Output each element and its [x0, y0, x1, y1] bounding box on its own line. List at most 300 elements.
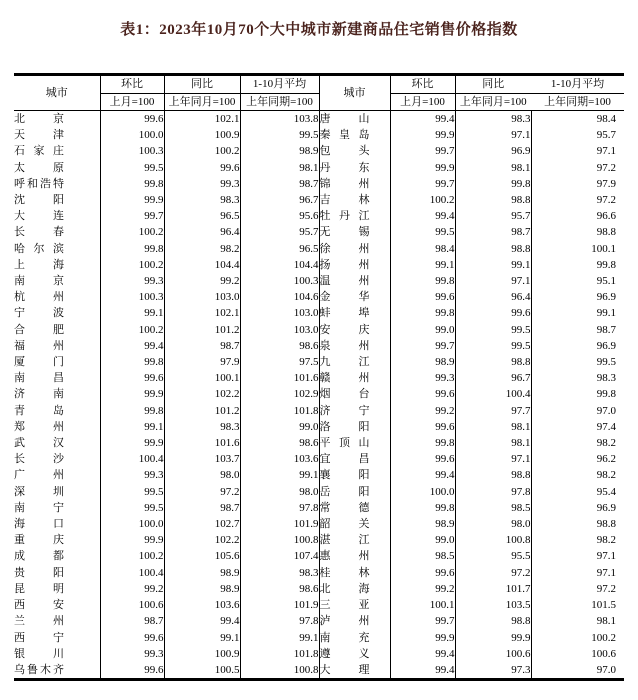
yoy-cell-left: 103.0 — [164, 289, 240, 305]
mom-cell-left: 99.4 — [100, 338, 164, 354]
mom-cell-right: 99.7 — [390, 338, 455, 354]
table-row — [14, 143, 624, 159]
yoy-cell-left: 100.2 — [164, 143, 240, 159]
mom-cell-right: 99.6 — [390, 419, 455, 435]
city-cell-right — [319, 289, 390, 305]
city-cell-right — [319, 224, 390, 240]
table-row — [14, 257, 624, 273]
avg-cell-left: 97.8 — [240, 500, 319, 516]
mom-cell-left: 100.0 — [100, 127, 164, 143]
mom-cell-left: 100.4 — [100, 565, 164, 581]
city-name: 成都 — [14, 550, 64, 563]
city-cell-left — [14, 305, 100, 321]
avg-cell-right: 96.9 — [531, 289, 624, 305]
yoy-cell-left: 97.9 — [164, 354, 240, 370]
table-header — [14, 75, 624, 111]
mom-cell-right: 99.7 — [390, 613, 455, 629]
header-mom-base-left: 上月=100 — [100, 93, 164, 111]
header-mom-right: 环比 — [390, 75, 455, 94]
yoy-cell-right: 98.1 — [455, 419, 531, 435]
mom-cell-right: 100.0 — [390, 484, 455, 500]
city-name: 沈阳 — [14, 194, 64, 207]
avg-cell-left: 100.8 — [240, 532, 319, 548]
yoy-cell-left: 102.1 — [164, 111, 240, 128]
city-cell-right — [319, 467, 390, 483]
city-name: 南京 — [14, 275, 64, 288]
avg-cell-right: 96.6 — [531, 208, 624, 224]
avg-cell-right: 97.2 — [531, 160, 624, 176]
yoy-cell-right: 99.5 — [455, 338, 531, 354]
mom-cell-right: 98.9 — [390, 516, 455, 532]
city-cell-right — [319, 646, 390, 662]
yoy-cell-left: 105.6 — [164, 548, 240, 564]
city-cell-left — [14, 176, 100, 192]
city-cell-left — [14, 257, 100, 273]
avg-cell-right: 99.5 — [531, 354, 624, 370]
avg-cell-left: 100.8 — [240, 662, 319, 680]
avg-cell-left: 103.0 — [240, 305, 319, 321]
city-cell-right — [319, 532, 390, 548]
yoy-cell-right: 98.7 — [455, 224, 531, 240]
mom-cell-left: 99.6 — [100, 630, 164, 646]
city-name: 西宁 — [14, 631, 64, 644]
yoy-cell-left: 103.7 — [164, 451, 240, 467]
city-name: 长春 — [14, 226, 64, 239]
table-row — [14, 127, 624, 143]
city-cell-right — [319, 613, 390, 629]
yoy-cell-right: 98.8 — [455, 467, 531, 483]
city-cell-right — [319, 500, 390, 516]
yoy-cell-left: 98.2 — [164, 241, 240, 257]
mom-cell-right: 99.8 — [390, 273, 455, 289]
yoy-cell-left: 96.5 — [164, 208, 240, 224]
mom-cell-left: 99.3 — [100, 273, 164, 289]
city-name: 吉林 — [319, 194, 370, 207]
avg-cell-right: 95.4 — [531, 484, 624, 500]
city-cell-left — [14, 192, 100, 208]
mom-cell-left: 100.2 — [100, 548, 164, 564]
city-name: 大理 — [319, 663, 370, 676]
yoy-cell-right: 98.0 — [455, 516, 531, 532]
avg-cell-right: 98.3 — [531, 370, 624, 386]
yoy-cell-left: 102.2 — [164, 386, 240, 402]
city-name: 郑州 — [14, 420, 64, 433]
city-cell-left — [14, 435, 100, 451]
city-name: 洛阳 — [319, 420, 370, 433]
city-cell-left — [14, 548, 100, 564]
avg-cell-left: 99.1 — [240, 630, 319, 646]
avg-cell-right: 100.6 — [531, 646, 624, 662]
mom-cell-left: 99.7 — [100, 208, 164, 224]
avg-cell-right: 97.1 — [531, 548, 624, 564]
city-name: 徐州 — [319, 242, 370, 255]
yoy-cell-right: 101.7 — [455, 581, 531, 597]
city-name: 济南 — [14, 388, 64, 401]
yoy-cell-left: 100.5 — [164, 662, 240, 680]
city-cell-left — [14, 370, 100, 386]
table-row — [14, 662, 624, 680]
mom-cell-left: 99.3 — [100, 646, 164, 662]
yoy-cell-left: 102.7 — [164, 516, 240, 532]
city-cell-left — [14, 662, 100, 680]
city-cell-left — [14, 581, 100, 597]
yoy-cell-left: 98.0 — [164, 467, 240, 483]
yoy-cell-left: 99.6 — [164, 160, 240, 176]
city-name: 安庆 — [319, 323, 370, 336]
city-cell-right — [319, 338, 390, 354]
city-name: 南昌 — [14, 372, 64, 385]
city-cell-left — [14, 500, 100, 516]
yoy-cell-right: 95.7 — [455, 208, 531, 224]
city-name: 福州 — [14, 339, 64, 352]
header-mom-base-right: 上月=100 — [390, 93, 455, 111]
table-row — [14, 322, 624, 338]
avg-cell-right: 98.7 — [531, 322, 624, 338]
table-row — [14, 630, 624, 646]
mom-cell-right: 99.2 — [390, 581, 455, 597]
city-name: 天津 — [14, 129, 64, 142]
avg-cell-left: 98.6 — [240, 435, 319, 451]
yoy-cell-right: 96.4 — [455, 289, 531, 305]
table-row — [14, 176, 624, 192]
yoy-cell-left: 99.2 — [164, 273, 240, 289]
header-mom-left: 环比 — [100, 75, 164, 94]
yoy-cell-left: 100.9 — [164, 127, 240, 143]
city-name: 泉州 — [319, 339, 370, 352]
table-row — [14, 597, 624, 613]
table-body — [14, 111, 624, 680]
yoy-cell-left: 98.7 — [164, 500, 240, 516]
table-row — [14, 451, 624, 467]
city-cell-left — [14, 597, 100, 613]
mom-cell-left: 100.3 — [100, 289, 164, 305]
city-cell-left — [14, 386, 100, 402]
city-name: 杭州 — [14, 291, 64, 304]
avg-cell-left: 98.7 — [240, 176, 319, 192]
city-name: 宁波 — [14, 307, 64, 320]
table-row — [14, 646, 624, 662]
city-cell-right — [319, 354, 390, 370]
table-row — [14, 241, 624, 257]
city-name: 牡丹江 — [319, 210, 370, 223]
avg-cell-left: 96.7 — [240, 192, 319, 208]
city-cell-left — [14, 160, 100, 176]
mom-cell-right: 99.0 — [390, 532, 455, 548]
mom-cell-left: 100.4 — [100, 451, 164, 467]
city-cell-right — [319, 111, 390, 128]
city-cell-right — [319, 386, 390, 402]
city-name: 湛江 — [319, 534, 370, 547]
yoy-cell-right: 99.5 — [455, 322, 531, 338]
mom-cell-left: 99.1 — [100, 419, 164, 435]
city-cell-left — [14, 127, 100, 143]
mom-cell-right: 99.1 — [390, 257, 455, 273]
yoy-cell-left: 99.1 — [164, 630, 240, 646]
city-cell-left — [14, 419, 100, 435]
yoy-cell-left: 100.9 — [164, 646, 240, 662]
yoy-cell-right: 99.6 — [455, 305, 531, 321]
city-name: 九江 — [319, 356, 370, 369]
yoy-cell-left: 98.9 — [164, 581, 240, 597]
avg-cell-left: 96.5 — [240, 241, 319, 257]
mom-cell-right: 99.7 — [390, 176, 455, 192]
city-name: 广州 — [14, 469, 64, 482]
mom-cell-left: 100.2 — [100, 322, 164, 338]
mom-cell-left: 99.2 — [100, 581, 164, 597]
table-row — [14, 305, 624, 321]
mom-cell-left: 100.0 — [100, 516, 164, 532]
city-name: 秦皇岛 — [319, 129, 370, 142]
city-name: 泸州 — [319, 615, 370, 628]
yoy-cell-right: 97.2 — [455, 565, 531, 581]
avg-cell-right: 100.1 — [531, 241, 624, 257]
city-name: 平顶山 — [319, 437, 370, 450]
avg-cell-right: 97.2 — [531, 192, 624, 208]
city-name: 烟台 — [319, 388, 370, 401]
yoy-cell-left: 96.4 — [164, 224, 240, 240]
avg-cell-left: 98.9 — [240, 143, 319, 159]
yoy-cell-left: 99.4 — [164, 613, 240, 629]
city-name: 大连 — [14, 210, 64, 223]
mom-cell-right: 100.1 — [390, 597, 455, 613]
avg-cell-right: 98.8 — [531, 516, 624, 532]
avg-cell-left: 99.1 — [240, 467, 319, 483]
avg-cell-left: 103.0 — [240, 322, 319, 338]
city-name: 南宁 — [14, 501, 64, 514]
avg-cell-right: 97.9 — [531, 176, 624, 192]
yoy-cell-right: 98.3 — [455, 111, 531, 128]
avg-cell-left: 98.6 — [240, 338, 319, 354]
table-row — [14, 338, 624, 354]
city-cell-left — [14, 273, 100, 289]
table-row — [14, 581, 624, 597]
mom-cell-right: 99.2 — [390, 403, 455, 419]
header-yoy-left: 同比 — [164, 75, 240, 94]
mom-cell-left: 99.3 — [100, 467, 164, 483]
yoy-cell-right: 98.1 — [455, 160, 531, 176]
yoy-cell-right: 97.1 — [455, 273, 531, 289]
mom-cell-right: 99.6 — [390, 386, 455, 402]
mom-cell-left: 98.7 — [100, 613, 164, 629]
mom-cell-right: 99.9 — [390, 160, 455, 176]
city-name: 襄阳 — [319, 469, 370, 482]
mom-cell-left: 99.9 — [100, 386, 164, 402]
table-row — [14, 613, 624, 629]
yoy-cell-left: 101.2 — [164, 322, 240, 338]
mom-cell-right: 99.3 — [390, 370, 455, 386]
city-name: 韶关 — [319, 518, 370, 531]
city-name: 海口 — [14, 518, 64, 531]
city-cell-right — [319, 435, 390, 451]
avg-cell-left: 104.4 — [240, 257, 319, 273]
yoy-cell-right: 97.8 — [455, 484, 531, 500]
avg-cell-left: 99.0 — [240, 419, 319, 435]
yoy-cell-left: 98.3 — [164, 419, 240, 435]
avg-cell-right: 95.7 — [531, 127, 624, 143]
yoy-cell-right: 99.9 — [455, 630, 531, 646]
mom-cell-right: 99.4 — [390, 208, 455, 224]
city-cell-left — [14, 338, 100, 354]
mom-cell-left: 100.2 — [100, 257, 164, 273]
mom-cell-right: 98.5 — [390, 548, 455, 564]
city-name: 济宁 — [319, 404, 370, 417]
header-avg-right: 1-10月平均 — [531, 75, 624, 94]
table-row — [14, 419, 624, 435]
city-name: 厦门 — [14, 356, 64, 369]
avg-cell-left: 101.8 — [240, 403, 319, 419]
city-name: 包头 — [319, 145, 370, 158]
yoy-cell-right: 97.7 — [455, 403, 531, 419]
avg-cell-right: 98.1 — [531, 613, 624, 629]
city-cell-left — [14, 289, 100, 305]
avg-cell-right: 95.1 — [531, 273, 624, 289]
city-name: 重庆 — [14, 534, 64, 547]
avg-cell-right: 99.8 — [531, 257, 624, 273]
city-cell-left — [14, 646, 100, 662]
mom-cell-right: 98.9 — [390, 354, 455, 370]
city-cell-right — [319, 241, 390, 257]
mom-cell-right: 99.9 — [390, 630, 455, 646]
yoy-cell-left: 99.3 — [164, 176, 240, 192]
city-cell-right — [319, 192, 390, 208]
city-cell-left — [14, 208, 100, 224]
mom-cell-left: 99.8 — [100, 354, 164, 370]
mom-cell-left: 99.6 — [100, 662, 164, 680]
mom-cell-left: 99.5 — [100, 484, 164, 500]
table-row — [14, 467, 624, 483]
table-row — [14, 208, 624, 224]
city-name: 桂林 — [319, 566, 370, 579]
city-cell-right — [319, 208, 390, 224]
city-cell-left — [14, 143, 100, 159]
mom-cell-left: 99.9 — [100, 435, 164, 451]
city-name: 扬州 — [319, 258, 370, 271]
yoy-cell-right: 98.8 — [455, 192, 531, 208]
yoy-cell-right: 96.9 — [455, 143, 531, 159]
avg-cell-left: 102.9 — [240, 386, 319, 402]
yoy-cell-left: 101.2 — [164, 403, 240, 419]
city-name: 哈尔滨 — [14, 242, 64, 255]
avg-cell-left: 101.6 — [240, 370, 319, 386]
yoy-cell-right: 100.4 — [455, 386, 531, 402]
page-title: 表1：2023年10月70个大中城市新建商品住宅销售价格指数 — [120, 22, 518, 38]
avg-cell-right: 97.1 — [531, 565, 624, 581]
city-cell-left — [14, 111, 100, 128]
city-cell-right — [319, 581, 390, 597]
mom-cell-right: 99.6 — [390, 451, 455, 467]
yoy-cell-right: 99.8 — [455, 176, 531, 192]
city-name: 长沙 — [14, 453, 64, 466]
table-row — [14, 403, 624, 419]
city-name: 南充 — [319, 631, 370, 644]
city-cell-right — [319, 160, 390, 176]
city-name: 武汉 — [14, 437, 64, 450]
avg-cell-right: 96.9 — [531, 338, 624, 354]
table-row — [14, 354, 624, 370]
mom-cell-left: 99.6 — [100, 111, 164, 128]
yoy-cell-right: 96.7 — [455, 370, 531, 386]
city-cell-right — [319, 630, 390, 646]
table-row — [14, 192, 624, 208]
mom-cell-right: 99.4 — [390, 111, 455, 128]
yoy-cell-left: 104.4 — [164, 257, 240, 273]
yoy-cell-right: 98.8 — [455, 241, 531, 257]
city-cell-left — [14, 451, 100, 467]
yoy-cell-right: 100.6 — [455, 646, 531, 662]
city-cell-left — [14, 322, 100, 338]
city-cell-right — [319, 257, 390, 273]
mom-cell-left: 100.3 — [100, 143, 164, 159]
table-row — [14, 289, 624, 305]
avg-cell-left: 101.9 — [240, 597, 319, 613]
table-row — [14, 370, 624, 386]
avg-cell-right: 98.4 — [531, 111, 624, 128]
city-name: 贵阳 — [14, 566, 64, 579]
mom-cell-right: 99.6 — [390, 565, 455, 581]
avg-cell-right: 99.1 — [531, 305, 624, 321]
yoy-cell-right: 98.8 — [455, 613, 531, 629]
avg-cell-left: 101.8 — [240, 646, 319, 662]
yoy-cell-left: 100.1 — [164, 370, 240, 386]
yoy-cell-left: 102.1 — [164, 305, 240, 321]
table-row — [14, 565, 624, 581]
yoy-cell-right: 103.5 — [455, 597, 531, 613]
city-cell-left — [14, 484, 100, 500]
yoy-cell-left: 97.2 — [164, 484, 240, 500]
mom-cell-right: 100.2 — [390, 192, 455, 208]
avg-cell-left: 95.6 — [240, 208, 319, 224]
avg-cell-right: 98.8 — [531, 224, 624, 240]
yoy-cell-left: 98.3 — [164, 192, 240, 208]
avg-cell-left: 103.6 — [240, 451, 319, 467]
city-name: 唐山 — [319, 113, 370, 125]
table-row — [14, 435, 624, 451]
city-name: 北京 — [14, 113, 64, 125]
yoy-cell-right: 98.5 — [455, 500, 531, 516]
city-cell-right — [319, 419, 390, 435]
avg-cell-left: 97.8 — [240, 613, 319, 629]
header-yoy-base-left: 上年同月=100 — [164, 93, 240, 111]
city-cell-right — [319, 127, 390, 143]
mom-cell-left: 99.9 — [100, 192, 164, 208]
header-yoy-right: 同比 — [455, 75, 531, 94]
avg-cell-right: 98.2 — [531, 532, 624, 548]
mom-cell-right: 99.6 — [390, 289, 455, 305]
city-name: 蚌埠 — [319, 307, 370, 320]
city-name: 北海 — [319, 582, 370, 595]
city-cell-left — [14, 467, 100, 483]
city-cell-left — [14, 532, 100, 548]
mom-cell-left: 99.8 — [100, 403, 164, 419]
mom-cell-left: 100.2 — [100, 224, 164, 240]
avg-cell-left: 103.8 — [240, 111, 319, 128]
avg-cell-left: 100.3 — [240, 273, 319, 289]
table-row — [14, 273, 624, 289]
avg-cell-right: 97.2 — [531, 581, 624, 597]
city-name: 呼和浩特 — [14, 177, 64, 190]
mom-cell-left: 100.6 — [100, 597, 164, 613]
table-row — [14, 111, 624, 128]
city-cell-right — [319, 143, 390, 159]
city-name: 锦州 — [319, 177, 370, 190]
city-cell-left — [14, 565, 100, 581]
city-cell-right — [319, 451, 390, 467]
yoy-cell-right: 100.8 — [455, 532, 531, 548]
city-name: 西安 — [14, 599, 64, 612]
table-row — [14, 532, 624, 548]
avg-cell-right: 98.2 — [531, 467, 624, 483]
mom-cell-right: 99.4 — [390, 662, 455, 680]
